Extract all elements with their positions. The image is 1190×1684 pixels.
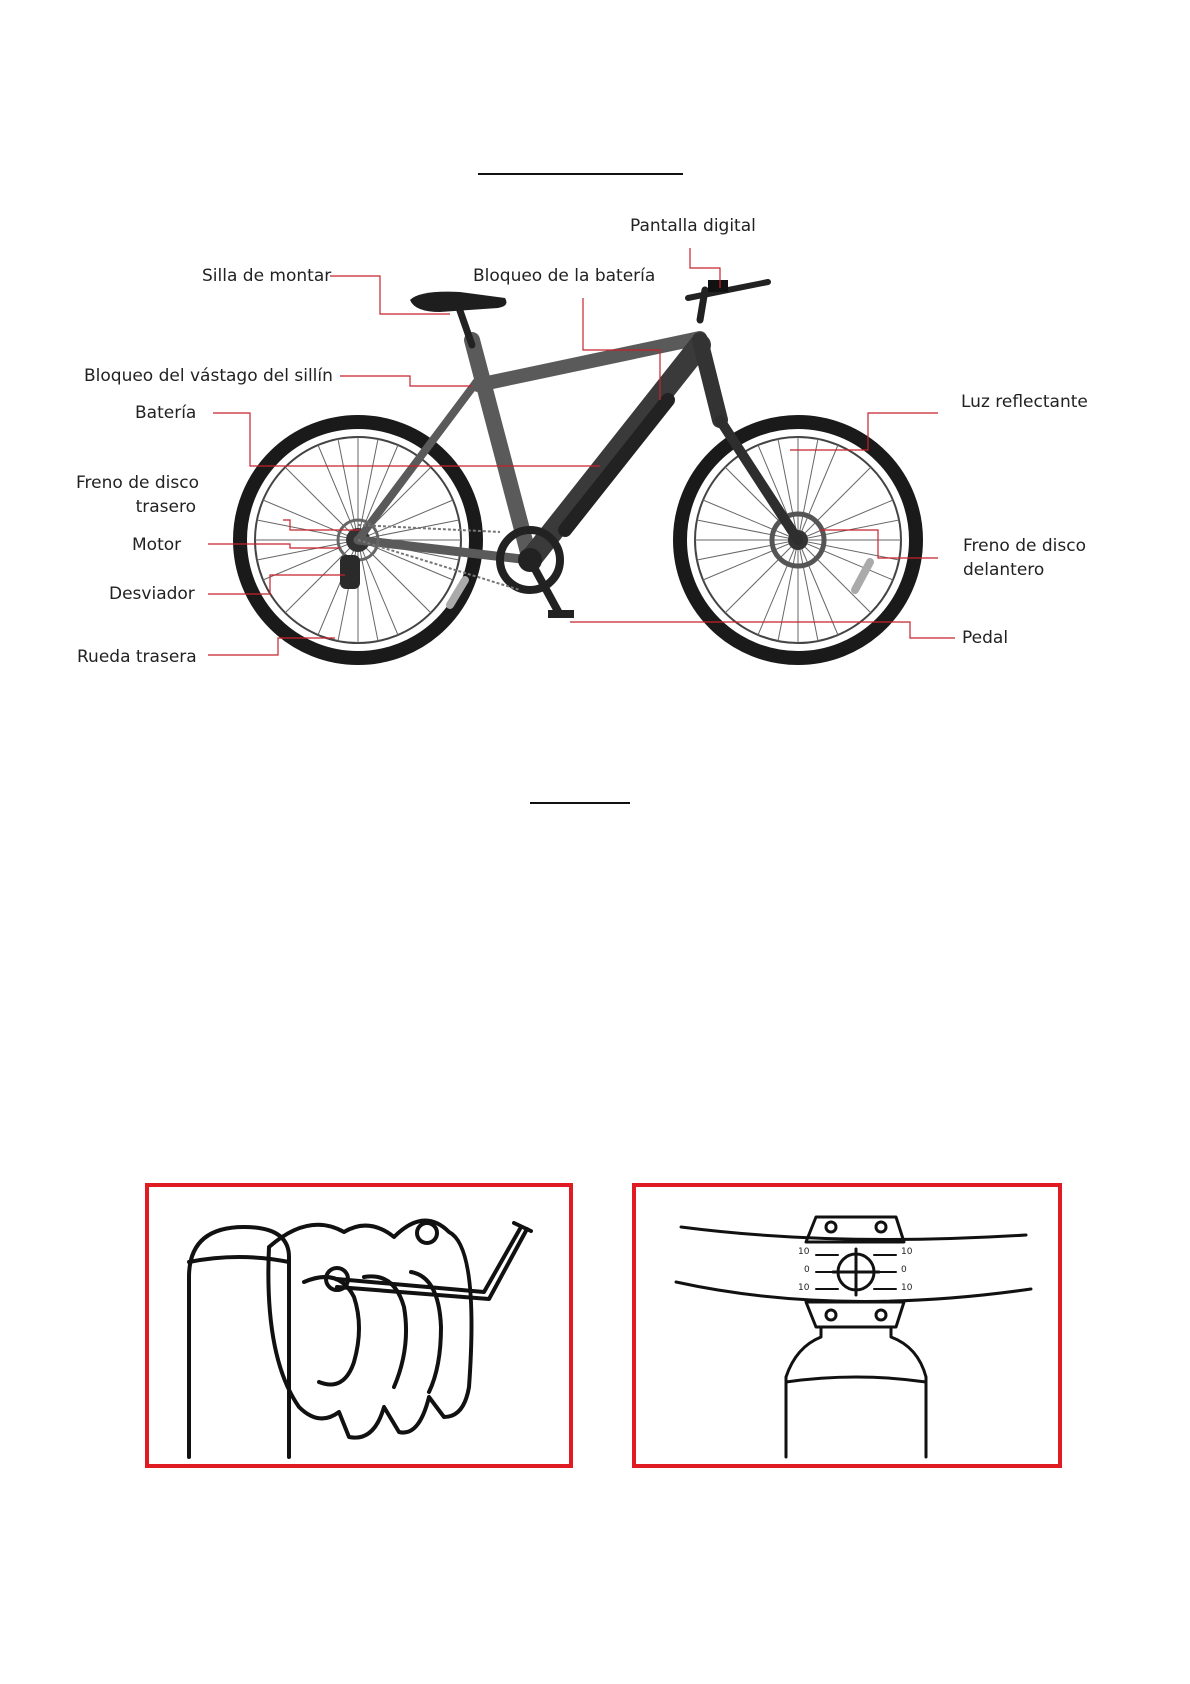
label-desviador: Desviador xyxy=(109,584,195,604)
handlebar-stem-illustration-icon xyxy=(636,1187,1058,1464)
bicycle-diagram xyxy=(0,0,1190,720)
label-bloqueo-bateria: Bloqueo de la batería xyxy=(473,266,656,286)
label-pantalla-digital: Pantalla digital xyxy=(630,216,756,236)
label-motor: Motor xyxy=(132,535,182,555)
leader-lines xyxy=(208,248,955,655)
stem-mark-bottom-left: 10 xyxy=(798,1283,810,1293)
figure-panel-allen-key xyxy=(145,1183,573,1468)
label-freno-trasero-1: Freno de disco xyxy=(76,473,199,493)
stem-mark-middle-left: 0 xyxy=(804,1265,810,1275)
label-freno-delantero-2: delantero xyxy=(963,560,1045,580)
label-silla-de-montar: Silla de montar xyxy=(202,266,332,286)
label-pedal: Pedal xyxy=(962,628,1009,648)
label-luz-reflectante: Luz reflectante xyxy=(961,392,1088,412)
saddle xyxy=(410,292,506,312)
figure-panel-stem-centering xyxy=(632,1183,1062,1468)
label-freno-trasero-2: trasero xyxy=(135,497,196,517)
label-freno-delantero-1: Freno de disco xyxy=(963,536,1086,556)
label-bloqueo-vastago: Bloqueo del vástago del sillín xyxy=(84,366,333,386)
section-heading-rule-2 xyxy=(530,802,630,804)
allen-key-stem-illustration-icon xyxy=(149,1187,569,1464)
battery xyxy=(565,400,668,530)
label-bateria: Batería xyxy=(135,403,197,423)
label-rueda-trasera: Rueda trasera xyxy=(77,647,197,667)
rear-derailleur xyxy=(340,555,360,589)
digital-display xyxy=(708,280,728,292)
stem-mark-middle-right: 0 xyxy=(901,1265,907,1275)
stem-mark-bottom-right: 10 xyxy=(901,1283,913,1293)
stem-mark-top-left: 10 xyxy=(798,1247,810,1257)
stem-mark-top-right: 10 xyxy=(901,1247,913,1257)
